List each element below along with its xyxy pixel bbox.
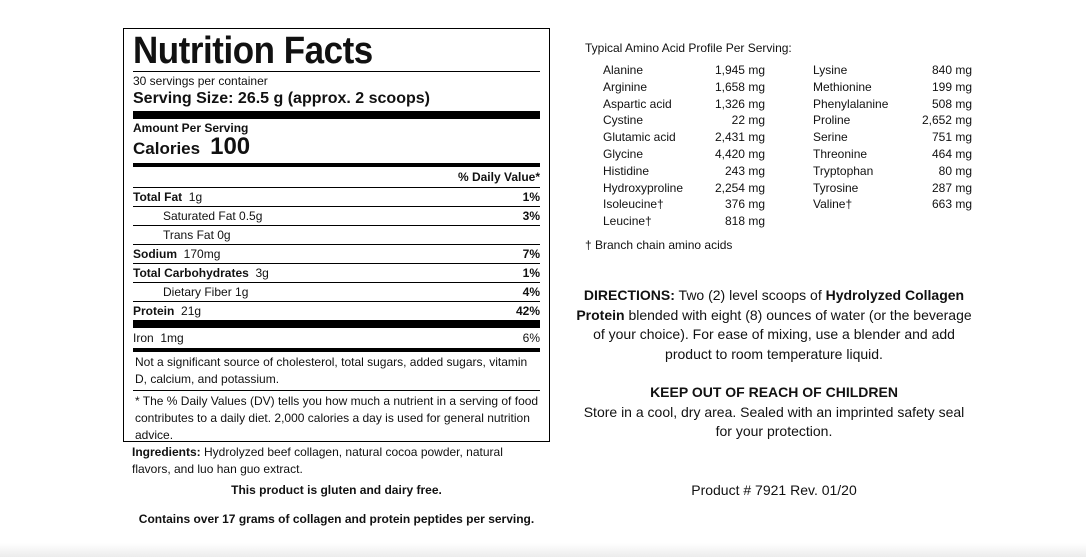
amino-row xyxy=(813,96,972,113)
amino-value: 840 mg xyxy=(931,63,972,77)
amino-value: 2,431 mg xyxy=(714,130,765,145)
nutrition-facts-panel xyxy=(123,28,550,442)
nutrient-name: Trans Fat 0g xyxy=(163,228,231,242)
amino-name: Leucine† xyxy=(603,214,652,229)
nutrient-name: Total Carbohydrates xyxy=(133,266,249,280)
amino-row xyxy=(603,112,765,129)
amino-row xyxy=(603,213,765,230)
nutrient-row xyxy=(133,187,540,206)
amino-name: Valine† xyxy=(813,197,853,212)
collagen-note: Contains over 17 grams of collagen and protein peptides per serving. xyxy=(138,512,535,526)
nutrient-row xyxy=(133,244,540,263)
nutrient-row xyxy=(133,263,540,282)
amino-name: Phenylalanine xyxy=(813,96,889,111)
amino-row xyxy=(603,180,765,197)
ingredients-label: Ingredients: xyxy=(132,445,201,459)
ingredients-text: Hydrolyzed beef collagen, natural cocoa powder, natural flavors, and luo han guo extract. xyxy=(132,445,503,476)
amino-row xyxy=(603,62,765,79)
amino-row xyxy=(813,163,972,180)
amino-name: Lysine xyxy=(813,63,848,77)
gluten-free-note: This product is gluten and dairy free. xyxy=(231,483,442,497)
amino-row xyxy=(813,129,972,146)
nutrient-percent: 3% xyxy=(522,209,540,223)
amino-profile-title: Typical Amino Acid Profile Per Serving: xyxy=(585,41,792,55)
amino-value: 2,652 mg xyxy=(921,113,972,128)
amino-value: 663 mg xyxy=(931,197,972,212)
amino-value: 1,658 mg xyxy=(714,79,765,94)
nutrient-name: Saturated Fat 0.5g xyxy=(163,209,263,223)
nutrient-row xyxy=(133,225,540,244)
daily-value-footnote: * The % Daily Values (DV) tells you how much a nutrient in a serving of food contributes to a daily diet. 2,000 calories a day is used for general nutrition advice. xyxy=(135,394,539,442)
amino-name: Aspartic acid xyxy=(603,96,672,111)
nutrient-amount: 1g xyxy=(188,190,203,204)
amino-value: 376 mg xyxy=(724,197,765,212)
directions xyxy=(574,286,974,364)
amino-row xyxy=(813,62,972,79)
amino-name: Hydroxyproline xyxy=(603,180,684,195)
amino-value: 818 mg xyxy=(724,214,765,229)
amino-name: Histidine xyxy=(603,163,650,178)
amino-value: 2,254 mg xyxy=(714,180,765,195)
amino-column-right xyxy=(813,62,972,213)
amount-per-serving: Amount Per Serving xyxy=(133,121,249,135)
calories-row xyxy=(133,135,540,161)
amino-name: Arginine xyxy=(603,79,648,94)
nutrition-facts-title: Nutrition Facts xyxy=(133,30,373,72)
amino-row xyxy=(813,112,972,129)
amino-name: Alanine xyxy=(603,63,644,77)
amino-name: Glycine xyxy=(603,146,644,161)
storage-text: Store in a cool, dry area. Sealed with an imprinted safety seal for your protection. xyxy=(583,403,965,439)
amino-value: 199 mg xyxy=(931,79,972,94)
amino-value: 4,420 mg xyxy=(714,146,765,161)
amino-row xyxy=(813,79,972,96)
serving-size: Serving Size: 26.5 g (approx. 2 scoops) xyxy=(133,90,430,107)
amino-row xyxy=(813,196,972,213)
daily-value-header: % Daily Value* xyxy=(457,170,540,184)
servings-per-container: 30 servings per container xyxy=(133,74,268,88)
nutrient-row xyxy=(133,206,540,225)
amino-name: Isoleucine† xyxy=(603,197,664,212)
nutrient-percent: 42% xyxy=(515,304,540,318)
directions-text-2: blended with eight (8) ounces of water (or the beverage of your choice). For ease of mixing, use a blender and add product to room temperature liquid. xyxy=(593,306,972,362)
amino-value: 1,945 mg xyxy=(714,63,765,77)
nutrient-amount: 21g xyxy=(181,304,202,318)
amino-row xyxy=(603,196,765,213)
nutrient-percent: 7% xyxy=(522,247,540,261)
amino-name: Threonine xyxy=(813,146,868,161)
nutrient-row xyxy=(133,282,540,301)
amino-value: 80 mg xyxy=(938,163,972,178)
amino-name: Proline xyxy=(813,113,851,128)
ingredients xyxy=(132,444,542,478)
nutrient-percent: 1% xyxy=(522,190,540,204)
amino-name: Cystine xyxy=(603,113,644,128)
amino-row xyxy=(603,96,765,113)
amino-value: 22 mg xyxy=(731,113,765,128)
directions-text-1: Two (2) level scoops of xyxy=(674,287,826,303)
amino-value: 464 mg xyxy=(931,146,972,161)
amino-row xyxy=(813,146,972,163)
nutrient-name: Protein xyxy=(133,304,175,318)
product-info: Product # 7921 Rev. 01/20 xyxy=(691,482,857,498)
bcaa-note: † Branch chain amino acids xyxy=(585,238,733,252)
nutrient-name: Sodium xyxy=(133,247,177,261)
iron-name: Iron xyxy=(133,331,154,345)
warning-block xyxy=(574,383,974,442)
nutrient-name: Total Fat xyxy=(133,190,183,204)
not-significant-note: Not a significant source of cholesterol, total sugars, added sugars, vitamin D, calcium, and potassium. xyxy=(135,355,528,386)
amino-name: Tryptophan xyxy=(813,163,874,178)
amino-value: 751 mg xyxy=(931,130,972,145)
bottom-edge-shade xyxy=(0,543,1086,557)
amino-value: 243 mg xyxy=(724,163,765,178)
amino-name: Serine xyxy=(813,130,848,145)
nutrient-amount: 3g xyxy=(255,266,269,280)
nutrient-percent: 1% xyxy=(522,266,540,280)
amino-name: Tyrosine xyxy=(813,180,859,195)
iron-amount: 1mg xyxy=(160,331,184,345)
amino-value: 287 mg xyxy=(931,180,972,195)
amino-name: Methionine xyxy=(813,79,872,94)
iron-percent: 6% xyxy=(522,331,540,345)
nutrient-name: Dietary Fiber 1g xyxy=(163,285,249,299)
amino-row xyxy=(603,146,765,163)
amino-column-left xyxy=(603,62,765,230)
amino-row xyxy=(603,129,765,146)
nutrient-row xyxy=(133,301,540,320)
amino-value: 1,326 mg xyxy=(714,96,765,111)
amino-value: 508 mg xyxy=(931,96,972,111)
directions-product-name: Hydrolyzed Collagen Protein xyxy=(576,287,965,323)
amino-row xyxy=(603,163,765,180)
amino-row xyxy=(813,180,972,197)
nutrient-percent: 4% xyxy=(522,285,540,299)
calories-value: 100 xyxy=(210,133,251,160)
warning-title: KEEP OUT OF REACH OF CHILDREN xyxy=(650,384,898,400)
amino-name: Glutamic acid xyxy=(603,130,676,145)
nutrient-amount: 170mg xyxy=(183,247,221,261)
directions-label: DIRECTIONS: xyxy=(583,287,675,303)
amino-row xyxy=(603,79,765,96)
calories-label: Calories xyxy=(133,139,201,158)
iron-row xyxy=(133,328,540,348)
